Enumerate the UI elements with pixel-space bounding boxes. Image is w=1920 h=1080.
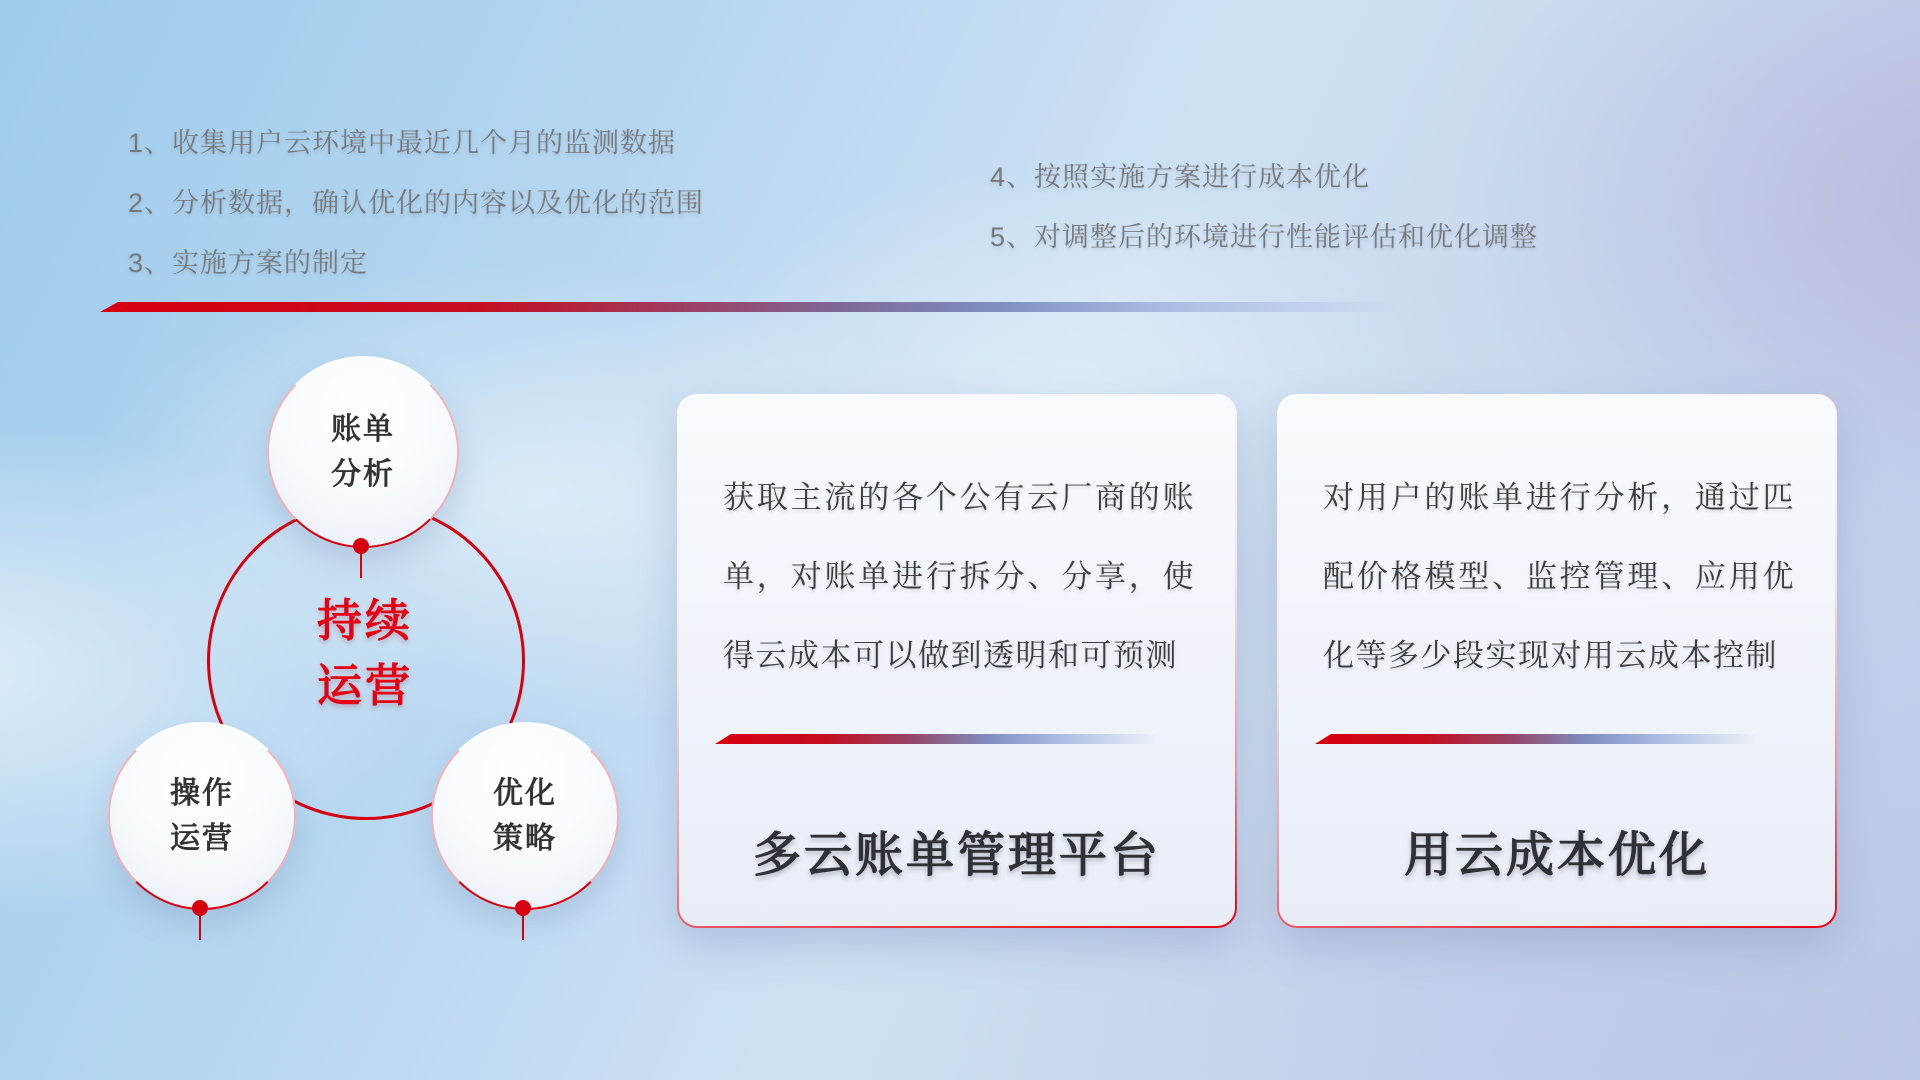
node-anchor-pin [522, 916, 524, 940]
card-divider-line [1315, 734, 1757, 744]
card-multicloud-billing [677, 394, 1237, 928]
step-item-2: 2、分析数据，确认优化的内容以及优化的范围 [128, 188, 705, 218]
cycle-center-line2: 运营 [316, 660, 413, 712]
node-billing-analysis [267, 356, 459, 548]
node-optimize-strategy-line2: 策略 [493, 822, 557, 855]
node-anchor-pin [360, 554, 362, 578]
cycle-center-label [275, 588, 455, 719]
node-anchor-dot [192, 900, 208, 916]
card-divider-line [715, 734, 1157, 744]
card-cost-optimization-title: 用云成本优化 [1403, 829, 1710, 882]
node-billing-analysis-line2: 分析 [331, 458, 395, 491]
node-operation [108, 722, 296, 910]
node-anchor-pin [199, 916, 201, 940]
card-cost-optimization [1277, 394, 1837, 928]
step-item-5: 5、对调整后的环境进行性能评估和优化调整 [990, 222, 1539, 252]
step-item-1: 1、收集用户云环境中最近几个月的监测数据 [128, 128, 677, 158]
node-billing-analysis-line1: 账单 [331, 413, 395, 446]
section-divider-line [100, 302, 1460, 312]
node-anchor-dot [515, 900, 531, 916]
card-multicloud-billing-title: 多云账单管理平台 [752, 829, 1161, 882]
step-list-right [990, 147, 1538, 267]
node-optimize-strategy [431, 722, 619, 910]
card-multicloud-billing-body: 获取主流的各个公有云厂商的账单，对账单进行拆分、分享，使得云成本可以做到透明和可预测 [723, 480, 1195, 674]
node-operation-line2: 运营 [170, 822, 234, 855]
node-optimize-strategy-line1: 优化 [493, 777, 557, 810]
step-item-4: 4、按照实施方案进行成本优化 [990, 162, 1371, 192]
card-cost-optimization-body: 对用户的账单进行分析，通过匹配价格模型、监控管理、应用优化等多少段实现对用云成本控制 [1323, 480, 1795, 674]
node-anchor-dot [353, 538, 369, 554]
step-item-3: 3、实施方案的制定 [128, 248, 369, 278]
step-list-left [128, 113, 704, 293]
cycle-center-line1: 持续 [316, 595, 413, 646]
node-operation-line1: 操作 [170, 777, 234, 810]
